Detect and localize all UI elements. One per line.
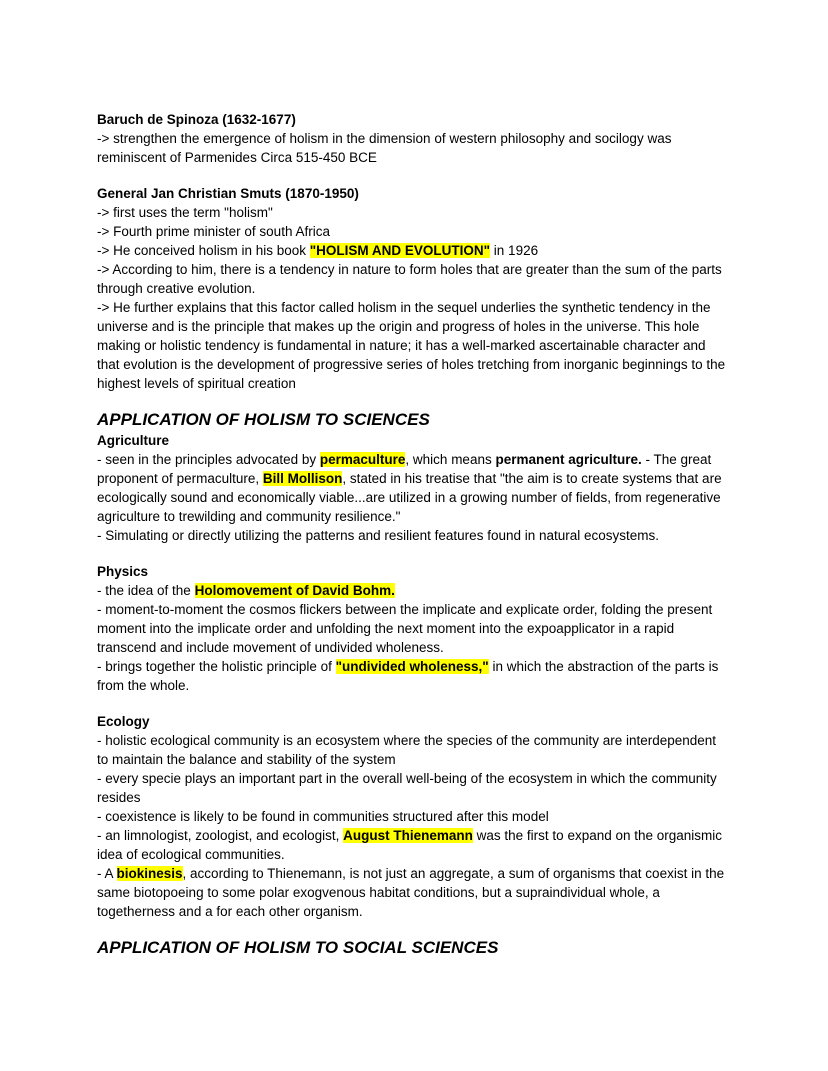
text-run: - Simulating or directly utilizing the patterns and resilient features found in natural ecosystems.: [97, 528, 660, 543]
highlighted-text: biokinesis: [116, 866, 183, 881]
highlighted-text: Bill Mollison: [262, 471, 343, 486]
paragraph: [97, 657, 731, 695]
heading-physics: Physics: [97, 564, 149, 579]
text-run: -> He further explains that this factor called holism in the sequel underlies the synthetic tendency in the universe and is the principle that makes up the origin and progress of holes in the universe. This hole making or holistic tendency is fundamental in nature; it has a well-marked ascertainable character and that evolution is the development of progressive series of holes tretching from inorganic beginnings to the highest levels of spiritual creation: [97, 300, 726, 391]
paragraph: [97, 807, 731, 826]
text-run: in which the abstraction of the parts is from the whole.: [97, 659, 719, 693]
paragraph: [97, 241, 731, 260]
heading-baruch-de-spinoza: Baruch de Spinoza (1632-1677): [97, 112, 296, 127]
text-run: - The great proponent of permaculture,: [97, 452, 712, 486]
text-run: , which means: [405, 452, 496, 467]
paragraph: [97, 298, 731, 393]
text-run: -> strengthen the emergence of holism in the dimension of western philosophy and socilogy was reminiscent of Parmenides Circa 515-450 BCE: [97, 131, 672, 165]
text-run: - coexistence is likely to be found in communities structured after this model: [97, 809, 549, 824]
text-run: , according to Thienemann, is not just an aggregate, a sum of organisms that coexist in the same biotopoeing to some polar exogvenous habitat conditions, but a supraindividual whole, a togetherness and a for each other organism.: [97, 866, 725, 919]
text-run: - A: [97, 866, 117, 881]
paragraph: [97, 526, 731, 545]
text-run: was the first to expand on the organismic idea of ecological communities.: [97, 828, 723, 862]
heading-application-of-holism-to-sciences: APPLICATION OF HOLISM TO SCIENCES: [97, 410, 430, 429]
paragraph: [97, 581, 731, 600]
text-run: - an limnologist, zoologist, and ecologist,: [97, 828, 344, 843]
paragraph: [97, 222, 731, 241]
text-run: - the idea of the: [97, 583, 195, 598]
text-run: -> first uses the term "holism": [97, 205, 273, 220]
paragraph: [97, 864, 731, 921]
text-run: - seen in the principles advocated by: [97, 452, 320, 467]
highlighted-text: Holomovement of David Bohm.: [194, 583, 395, 598]
text-run: -> According to him, there is a tendency in nature to form holes that are greater than the sum of the parts through creative evolution.: [97, 262, 722, 296]
text-run: - every specie plays an important part in the overall well-being of the ecosystem in which the community resides: [97, 771, 717, 805]
highlighted-text: "HOLISM AND EVOLUTION": [309, 243, 491, 258]
text-run: , stated in his treatise that "the aim is to create systems that are ecologically sound and economically viable...are utilized in a growing number of fields, from regenerative agriculture to trewilding and community resilience.": [97, 471, 722, 524]
heading-agriculture: Agriculture: [97, 433, 170, 448]
paragraph: [97, 260, 731, 298]
text-run: in 1926: [490, 243, 539, 258]
heading-ecology: Ecology: [97, 714, 150, 729]
heading-general-jan-christian-smuts: General Jan Christian Smuts (1870-1950): [97, 186, 359, 201]
paragraph: [97, 769, 731, 807]
text-run: - holistic ecological community is an ecosystem where the species of the community are interdependent to maintain the balance and stability of the system: [97, 733, 717, 767]
bold-text: permanent agriculture.: [495, 452, 642, 467]
highlighted-text: "undivided wholeness,": [335, 659, 489, 674]
text-run: -> Fourth prime minister of south Africa: [97, 224, 330, 239]
paragraph: [97, 731, 731, 769]
paragraph: [97, 826, 731, 864]
paragraph: [97, 203, 731, 222]
paragraph: [97, 129, 731, 167]
text-run: - moment-to-moment the cosmos flickers between the implicate and explicate order, folding the present moment into the implicate order and unfolding the next moment into the expoapplicator in a rapid transcend and include movement of undivided wholeness.: [97, 602, 713, 655]
highlighted-text: August Thienemann: [343, 828, 473, 843]
text-run: - brings together the holistic principle of: [97, 659, 336, 674]
paragraph: [97, 450, 731, 526]
heading-application-of-holism-to-social-sciences: APPLICATION OF HOLISM TO SOCIAL SCIENCES: [97, 938, 499, 957]
highlighted-text: permaculture: [319, 452, 406, 467]
paragraph: [97, 600, 731, 657]
text-run: -> He conceived holism in his book: [97, 243, 310, 258]
document-content: [97, 110, 731, 959]
